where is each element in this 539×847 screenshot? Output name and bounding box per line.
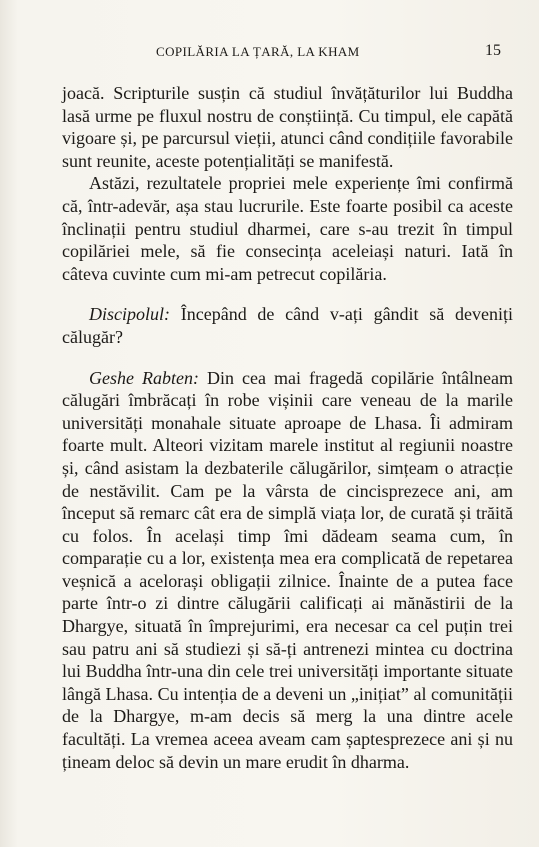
speaker-disciple: Discipolul: <box>89 304 170 325</box>
dialogue-answer <box>62 367 513 774</box>
page-header <box>76 44 501 66</box>
paragraph-experience: Astăzi, rezultatele propriei mele experiențe îmi confirmă că, într-adevăr, așa stau lucrurile. Este foarte posibil ca aceste înclinații pentru studiul dharmei, care s-au trezit în timpul copilăriei mele, să fie consecința aceleiași naturi. Iată în câteva cuvinte cum mi-am petrecut copilăria. <box>62 173 513 284</box>
spacer <box>62 285 513 303</box>
spacer <box>62 349 513 367</box>
paragraph-continuation: joacă. Scripturile susțin că studiul învățăturilor lui Buddha lasă urme pe fluxul nostru de conștiință. Cu timpul, ele capătă vigoare și, pe parcursul vieții, atunci când condițiile favorabile sunt reunite, aceste potențialități se manifestă. <box>62 83 513 171</box>
body-text <box>62 82 513 773</box>
dialogue-question <box>62 303 513 348</box>
answer-text: Din cea mai fragedă copilărie întâlneam călugări îmbrăcați în robe vișinii care veneau de la marile universități monahale situate aproape de Lhasa. Îi admiram foarte mult. Alteori vizitam marele institut al regiunii noastre și, când asistam la dezbaterile călugărilor, simțeam o atracție de nestăvilit. Cam pe la vârsta de cincisprezece ani, am început să remarc cât era de simplă viața lor, de curată și trăită cu folos. În același timp îmi dădeam seama cum, în comparație cu a lor, existența mea era complicată de repetarea veșnică a acelorași obligații zilnice. Înainte de a putea face parte într-o zi dintre călugării calificați ai mănăstirii de la Dhargye, situată în împrejurimi, era necesar ca cel puțin trei sau patru ani să studiezi și să-ți antrenezi mintea cu doctrina lui Buddha într-una din cele trei universități importante situate lângă Lhasa. Cu intenția de a deveni un „inițiat” al comunității de la Dhargye, m-am decis să merg la una dintre acele facultăți. La vremea aceea aveam cam șaptesprezece ani și nu țineam deloc să devin un mare erudit în dharma. <box>62 367 513 772</box>
speaker-geshe-rabten: Geshe Rabten: <box>89 367 199 388</box>
question-text: Începând de când v-ați gândit să deveniți călugăr? <box>62 304 513 347</box>
running-title: COPILĂRIA LA ȚARĂ, LA KHAM <box>156 44 360 59</box>
page-number: 15 <box>485 42 501 59</box>
